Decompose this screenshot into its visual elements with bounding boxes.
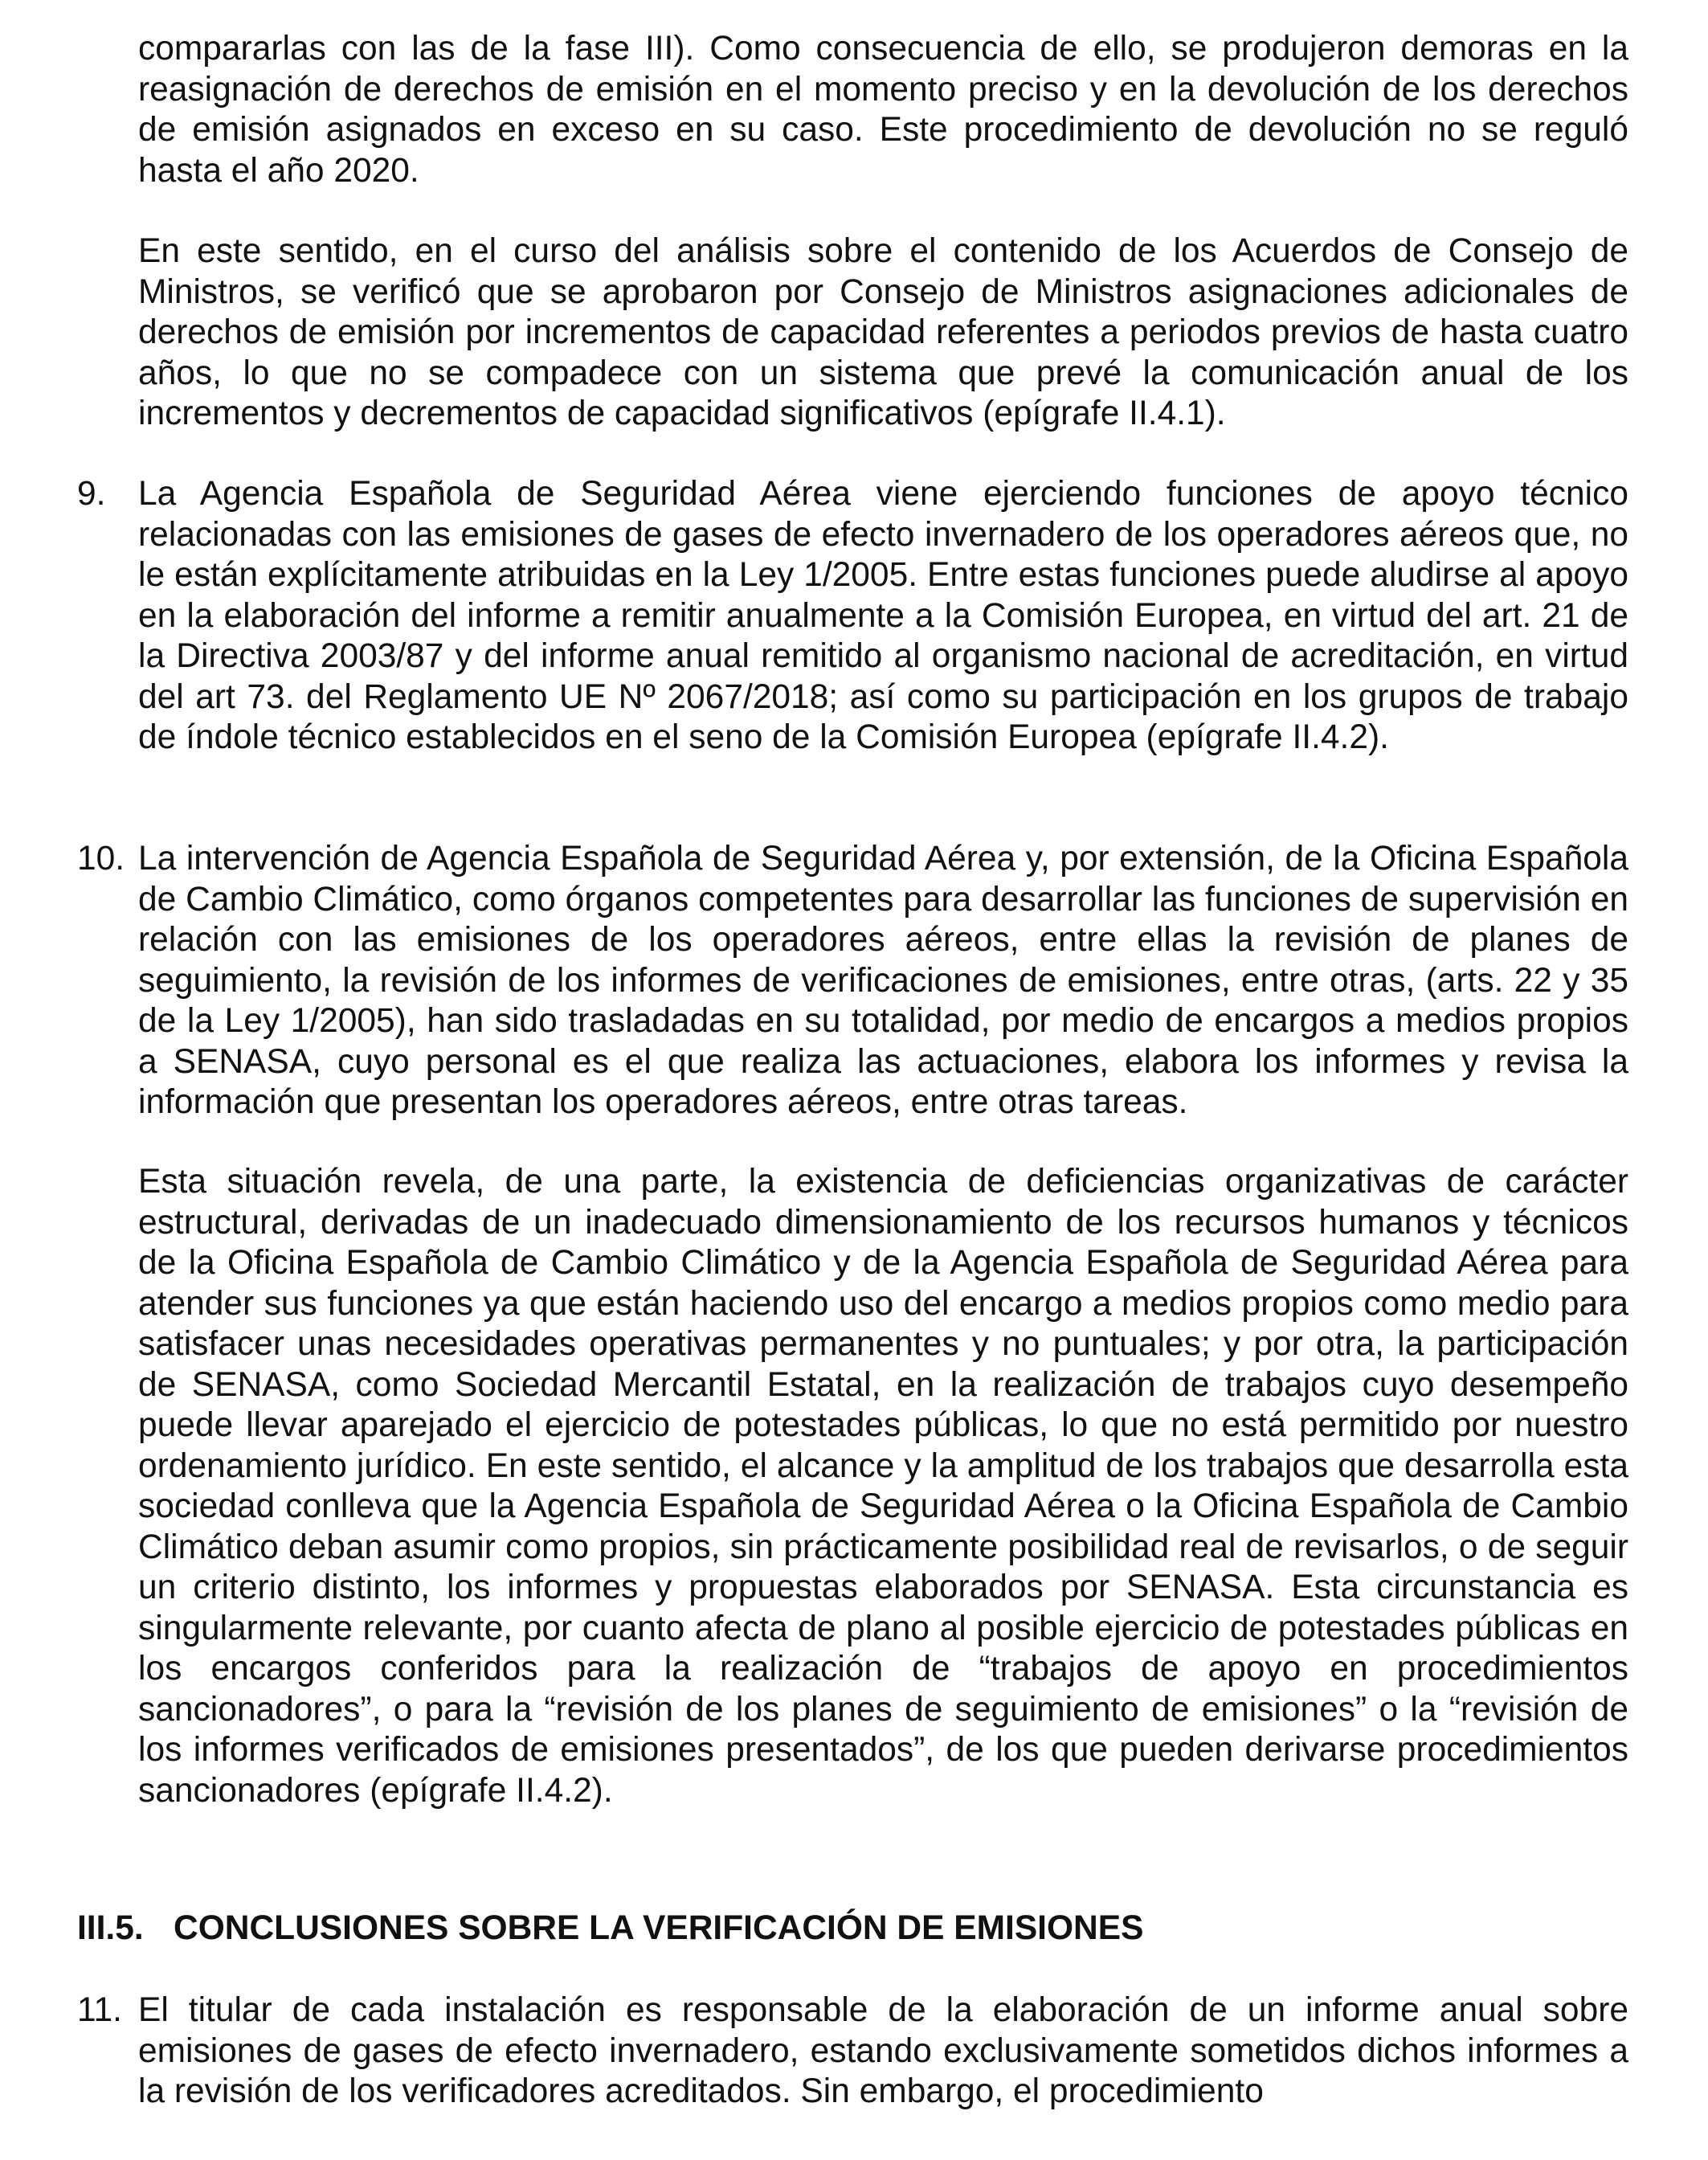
paragraph-consejo-ministros: En este sentido, en el curso del análisis sobre el contenido de los Acuerdos de Consejo de Ministros, se verificó que se aprobaron por Consejo de Ministros asignaciones adicionales de derechos de emisión por incrementos de capacidad referentes a periodos previos de hasta cuatro años, lo que no se compadece con un sistema que prevé la comunicación anual de los incrementos y decrementos de capacidad significativos (epígrafe II.4.1).: [138, 232, 1628, 432]
list-item-text: El titular de cada instalación es responsable de la elaboración de un informe anual sobre emisiones de gases de efecto invernadero, estando exclusivamente sometidos dichos informes a la revisión de los verificadores acreditados. Sin embargo, el procedimiento: [138, 1991, 1628, 2110]
list-item-10: [77, 839, 1628, 1123]
list-item-number: 11.: [77, 1991, 122, 2029]
list-item-9: [77, 474, 1628, 759]
list-item-text: La intervención de Agencia Española de Seguridad Aérea y, por extensión, de la Oficina Española de Cambio Climático, como órganos competentes para desarrollar las funciones de supervisión en relación con las emisiones de los operadores aéreos, entre ellas la revisión de planes de seguimiento, la revisión de los informes de verificaciones de emisiones, entre otras, (arts. 22 y 35 de la Ley 1/2005), han sido trasladadas en su totalidad, por medio de encargos a medios propios a SENASA, cuyo personal es el que realiza las actuaciones, elabora los informes y revisa la información que presentan los operadores aéreos, entre otras tareas.: [138, 840, 1628, 1121]
list-item-11: [77, 1990, 1628, 2113]
section-title: CONCLUSIONES SOBRE LA VERIFICACIÓN DE EMISIONES: [174, 1909, 1144, 1947]
list-item-number: 10.: [77, 840, 125, 878]
paragraph-situacion: Esta situación revela, de una parte, la existencia de deficiencias organizativas de carácter estructural, derivadas de un inadecuado dimensionamiento de los recursos humanos y técnicos de la Oficina Española de Cambio Climático y de la Agencia Española de Seguridad Aérea para atender sus funciones ya que están haciendo uso del encargo a medios propios como medio para satisfacer unas necesidades operativas permanentes y no puntuales; y por otra, la participación de SENASA, como Sociedad Mercantil Estatal, en la realización de trabajos cuyo desempeño puede llevar aparejado el ejercicio de potestades públicas, lo que no está permitido por nuestro ordenamiento jurídico. En este sentido, el alcance y la amplitud de los trabajos que desarrolla esta sociedad conlleva que la Agencia Española de Seguridad Aérea o la Oficina Española de Cambio Climático deban asumir como propios, sin prácticamente posibilidad real de revisarlos, o de seguir un criterio distinto, los informes y propuestas elaborados por SENASA. Esta circunstancia es singularmente relevante, por cuanto afecta de plano al posible ejercicio de potestades públicas en los encargos conferidos para la realización de “trabajos de apoyo en procedimientos sancionadores”, o para la “revisión de los planes de seguimiento de emisiones” o la “revisión de los informes verificados de emisiones presentados”, de los que pueden derivarse procedimientos sancionadores (epígrafe II.4.2).: [138, 1163, 1628, 1810]
list-item-number: 9.: [77, 475, 106, 513]
paragraph-continuation: compararlas con las de la fase III). Como consecuencia de ello, se produjeron demoras en la reasignación de derechos de emisión en el momento preciso y en la devolución de los derechos de emisión asignados en exceso en su caso. Este procedimiento de devolución no se reguló hasta el año 2020.: [138, 30, 1628, 190]
list-item-text: La Agencia Española de Seguridad Aérea viene ejerciendo funciones de apoyo técnico relacionadas con las emisiones de gases de efecto invernadero de los operadores aéreos que, no le están explícitamente atribuidas en la Ley 1/2005. Entre estas funciones puede aludirse al apoyo en la elaboración del informe a remitir anualmente a la Comisión Europea, en virtud del art. 21 de la Directiva 2003/87 y del informe anual remitido al organismo nacional de acreditación, en virtud del art 73. del Reglamento UE Nº 2067/2018; así como su participación en los grupos de trabajo de índole técnico establecidos en el seno de la Comisión Europea (epígrafe II.4.2).: [138, 475, 1628, 756]
section-heading: [77, 1908, 1628, 1949]
section-number: III.5.: [77, 1909, 144, 1947]
